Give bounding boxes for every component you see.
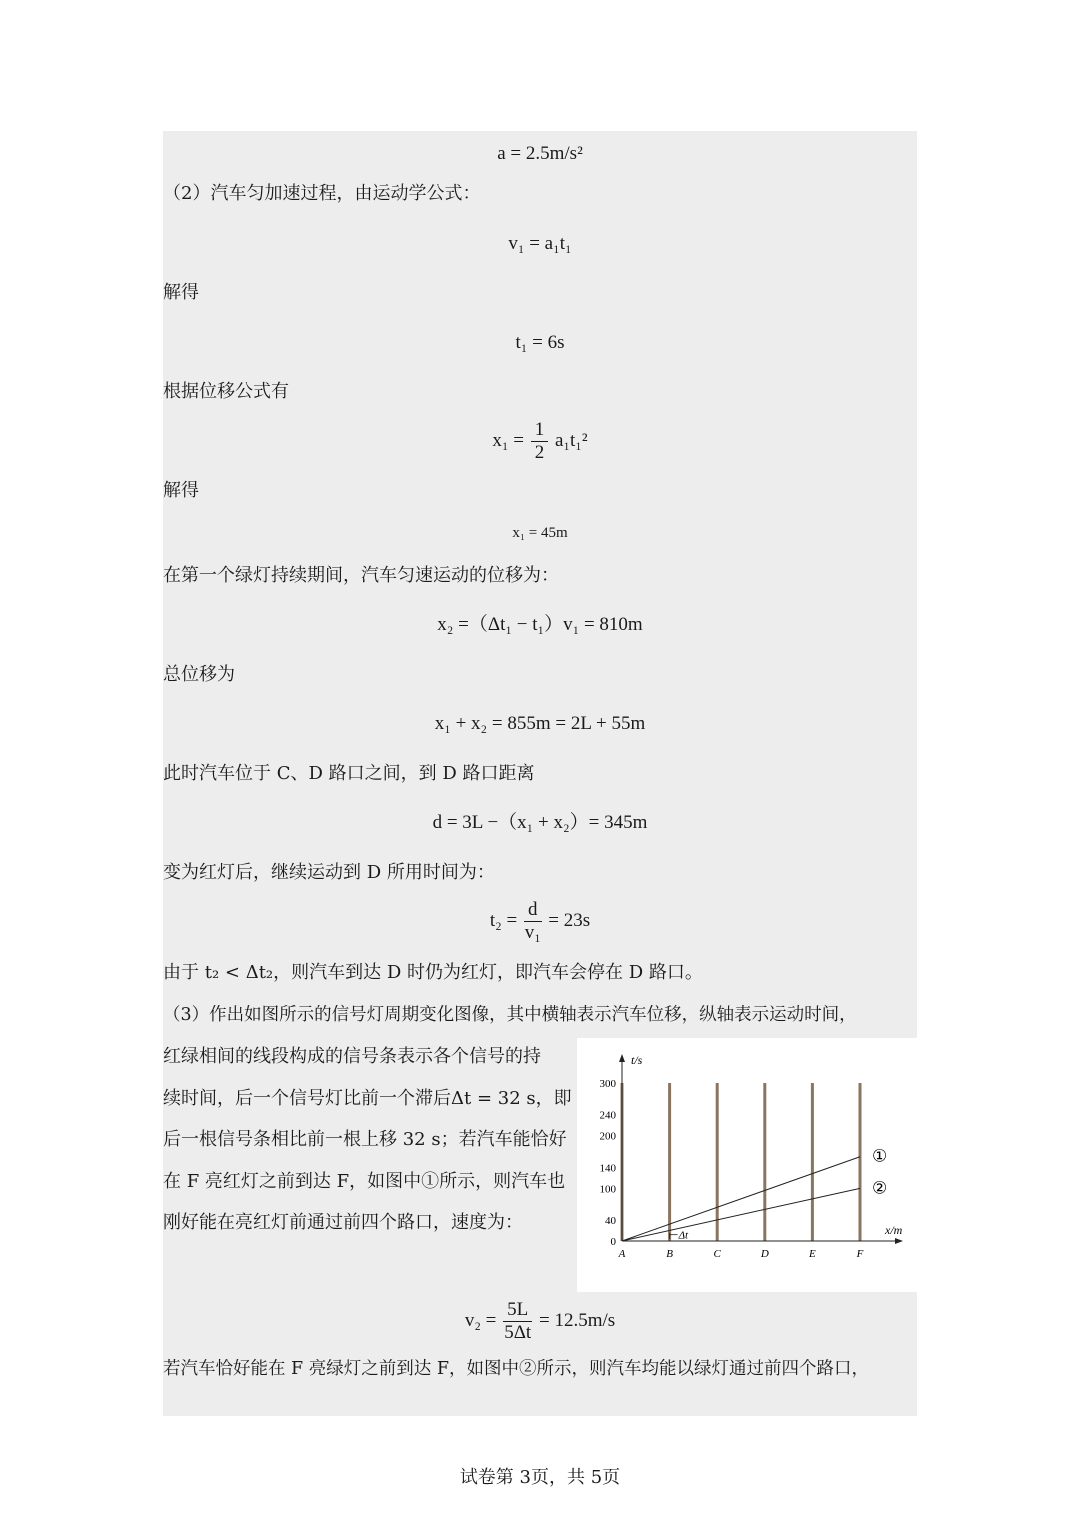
y-tick-label-100: 100 (599, 1183, 616, 1196)
x-tick-label-C: C (713, 1248, 721, 1260)
t2-rhs: = 23s (548, 910, 591, 931)
equation-v2 (163, 1296, 917, 1346)
equation-x1-formula (163, 419, 917, 464)
wrap-line-1: 红绿相间的线段构成的信号条表示各个信号的持 (163, 1046, 541, 1067)
document-content (163, 131, 917, 1416)
text-wrapped-paragraph (163, 1036, 577, 1244)
fraction-numerator: 1 (531, 419, 549, 442)
equation-t1: t₁ = 6s (515, 332, 565, 353)
fraction-denominator: 2 (534, 442, 545, 464)
x1-lhs: x₁ = (492, 430, 524, 451)
page-footer: 试卷第 3页，共 5页 (459, 1467, 621, 1488)
wrap-line-2: 续时间，后一个信号灯比前一个滞后Δt = 32 s，即 (163, 1087, 572, 1109)
wrap-line-3: 后一根信号条相比前一根上移 32 s；若汽车能恰好 (163, 1129, 567, 1150)
equation-x2: x₂ =（Δt₁ − t₁）v₁ = 810m (437, 614, 643, 635)
y-axis-label: t/s (631, 1053, 643, 1067)
text-part2-intro: （2）汽车匀加速过程，由运动学公式： (163, 183, 481, 204)
x1-rhs: a₁t₁² (554, 430, 588, 451)
v2-rhs: = 12.5m/s (539, 1310, 616, 1331)
equation-t2 (163, 896, 917, 946)
text-solve-2: 解得 (163, 480, 199, 501)
x-tick-label-F: F (856, 1248, 864, 1260)
x-tick-label-B: B (666, 1248, 673, 1260)
y-axis-arrow (619, 1054, 625, 1062)
t2-lhs: t₂ = (489, 910, 518, 931)
x-tick-label-D: D (760, 1248, 769, 1260)
text-position: 此时汽车位于 C、D 路口之间，到 D 路口距离 (163, 763, 535, 784)
series-line-2 (622, 1188, 860, 1241)
y-tick-label-0: 0 (610, 1236, 616, 1248)
text-conclusion: 由于 t₂ < Δt₂，则汽车到达 D 时仍为红灯，即汽车会停在 D 路口。 (163, 962, 703, 983)
wrap-line-4: 在 F 亮红灯之前到达 F，如图中①所示，则汽车也 (163, 1170, 566, 1192)
fraction-denominator: 5Δt (504, 1322, 532, 1344)
y-tick-label-140: 140 (599, 1162, 616, 1175)
y-tick-label-300: 300 (599, 1078, 616, 1090)
signal-chart (577, 1038, 917, 1292)
fraction-d-over-v1 (524, 899, 542, 944)
fraction-half (531, 419, 549, 464)
text-total-displacement: 总位移为 (163, 664, 235, 685)
signal-chart-svg (577, 1038, 917, 1292)
wrap-line-5: 刚好能在亮红灯前通过前四个路口，速度为： (163, 1212, 523, 1233)
text-part3-intro: （3）作出如图所示的信号灯周期变化图像，其中横轴表示汽车位移，纵轴表示运动时间， (163, 1005, 857, 1025)
y-tick-label-40: 40 (605, 1214, 616, 1227)
fraction-5L-over-5dt (503, 1299, 532, 1344)
y-tick-label-200: 200 (599, 1130, 616, 1143)
fraction-numerator: d (524, 899, 542, 922)
fraction-denominator: v₁ (524, 922, 541, 944)
text-green-case: 若汽车恰好能在 F 亮绿灯之前到达 F，如图中②所示，则汽车均能以绿灯通过前四个路口， (163, 1359, 869, 1379)
equation-v1: v₁ = a₁t₁ (508, 233, 572, 254)
x-tick-label-E: E (809, 1248, 816, 1260)
equation-acceleration: a = 2.5m/s² (497, 143, 583, 164)
text-solve-1: 解得 (163, 282, 199, 303)
x-axis-arrow (895, 1238, 903, 1244)
delta-t-label: Δt (678, 1229, 689, 1242)
equation-x1-value: x₁ = 45m (512, 525, 568, 541)
x-tick-label-A: A (618, 1248, 626, 1260)
series-label-1: ① (872, 1146, 888, 1167)
x-axis-label: x/m (885, 1223, 903, 1237)
v2-lhs: v₂ = (464, 1310, 497, 1331)
fraction-numerator: 5L (503, 1299, 532, 1322)
equation-d: d = 3L −（x₁ + x₂）= 345m (432, 812, 648, 833)
series-line-1 (622, 1157, 860, 1241)
equation-total: x₁ + x₂ = 855m = 2L + 55m (434, 713, 646, 734)
series-label-2: ② (872, 1178, 888, 1199)
text-time-to-d: 变为红灯后，继续运动到 D 所用时间为： (163, 862, 495, 883)
text-displacement-formula: 根据位移公式有 (163, 381, 289, 402)
y-tick-label-240: 240 (599, 1109, 616, 1122)
text-uniform-motion: 在第一个绿灯持续期间，汽车匀速运动的位移为： (163, 565, 559, 586)
